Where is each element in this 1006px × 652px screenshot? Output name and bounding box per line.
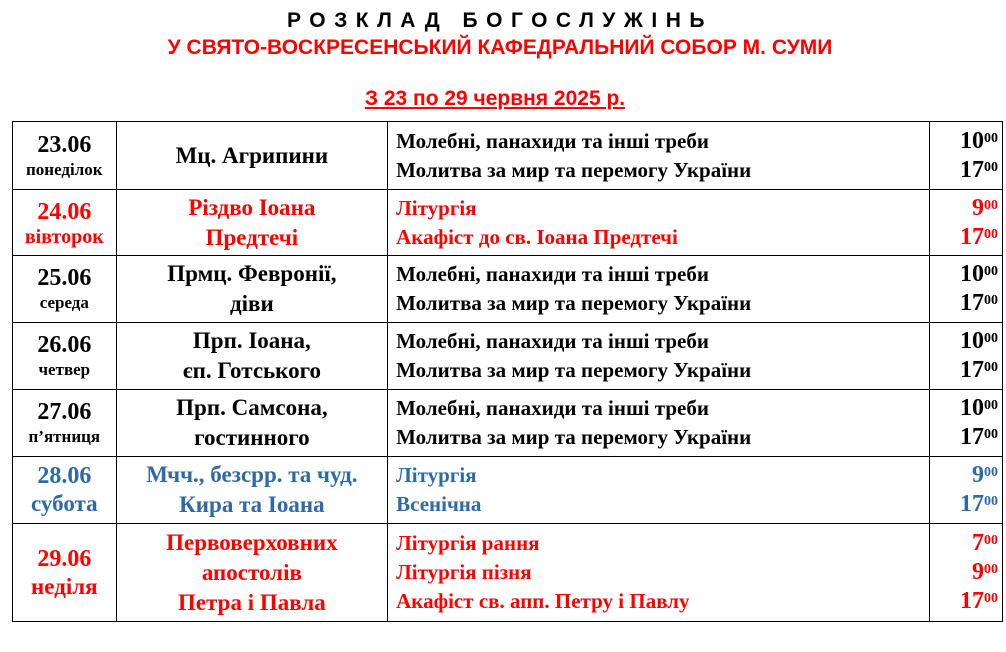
date-cell (13, 190, 117, 256)
feast-name-line: Різдво Іоана (188, 194, 316, 220)
service-item: Літургія (396, 463, 477, 487)
schedule-row (13, 190, 1003, 256)
time-hour: 7 (972, 530, 984, 556)
feast-cell (116, 390, 388, 457)
service-item: Молитва за мир та перемогу України (396, 157, 752, 182)
service-item: Молебні, панахиди та інші треби (396, 396, 709, 420)
time-minutes: 00 (984, 159, 998, 175)
service-item: Літургія рання (396, 531, 540, 555)
services-cell (388, 457, 930, 524)
schedule-row (13, 256, 1003, 323)
weekday-label: п’ятниця (28, 427, 101, 446)
service-time (930, 156, 998, 185)
weekday-label: середа (39, 293, 89, 312)
service-time (930, 461, 998, 490)
service-time (930, 223, 998, 252)
time-hour: 10 (960, 127, 984, 154)
date-number: 25.06 (37, 265, 92, 291)
service-time (930, 127, 998, 156)
time-hour: 17 (960, 588, 984, 614)
weekday-label: вівторок (24, 225, 104, 248)
feast-name-line: гостинного (194, 425, 310, 450)
time-minutes: 00 (984, 398, 998, 413)
date-cell (13, 524, 117, 622)
weekday-label: понеділок (26, 159, 103, 179)
date-number: 26.06 (37, 332, 92, 358)
date-number: 29.06 (37, 545, 92, 572)
date-cell (13, 122, 117, 190)
feast-cell (116, 190, 388, 256)
time-hour: 9 (972, 462, 984, 488)
time-hour: 9 (972, 194, 984, 221)
schedule-table (12, 121, 1003, 622)
schedule-row (13, 122, 1003, 190)
weekday-label: субота (31, 491, 98, 516)
feast-name-line: Прп. Іоана, (192, 328, 311, 353)
time-minutes: 00 (984, 130, 998, 146)
times-cell (930, 190, 1003, 256)
feast-name-line: єп. Готського (182, 358, 322, 383)
feast-cell (116, 457, 388, 524)
time-hour: 17 (960, 156, 984, 183)
services-cell (388, 390, 930, 457)
service-item: Літургія (396, 195, 477, 220)
service-time (930, 356, 998, 385)
service-item: Всенічна (396, 492, 482, 516)
time-hour: 17 (960, 357, 984, 383)
feast-cell (116, 256, 388, 323)
time-hour: 17 (960, 491, 984, 517)
weekday-label: неділя (31, 573, 98, 599)
time-hour: 10 (960, 261, 984, 287)
time-hour: 10 (960, 328, 984, 354)
time-hour: 17 (960, 223, 984, 250)
times-cell (930, 256, 1003, 323)
time-hour: 17 (960, 424, 984, 450)
feast-name-line: Прп. Самсона, (176, 395, 328, 420)
feast-name-line: діви (230, 291, 274, 316)
feast-name-line: Прмц. Февронії, (167, 261, 337, 286)
weekday-label: четвер (38, 360, 91, 379)
time-minutes: 00 (984, 562, 998, 577)
service-item: Молебні, панахиди та інші треби (396, 329, 709, 353)
date-cell (13, 390, 117, 457)
schedule-row (13, 323, 1003, 390)
service-time (930, 490, 998, 519)
service-time (930, 423, 998, 452)
date-cell (13, 256, 117, 323)
time-hour: 10 (960, 395, 984, 421)
feast-cell (116, 323, 388, 390)
service-item: Молебні, панахиди та інші треби (396, 262, 709, 286)
times-cell (930, 122, 1003, 190)
feast-name-line: Мц. Агрипини (175, 142, 329, 168)
times-cell (930, 457, 1003, 524)
page-title: РОЗКЛАД БОГОСЛУЖІНЬ (287, 9, 713, 32)
service-time (930, 260, 998, 289)
schedule-row (13, 457, 1003, 524)
schedule-period: З 23 по 29 червня 2025 р. (364, 87, 626, 110)
time-hour: 17 (960, 290, 984, 316)
time-minutes: 00 (984, 197, 998, 213)
feast-cell (116, 122, 388, 190)
time-minutes: 00 (984, 264, 998, 279)
times-cell (930, 323, 1003, 390)
time-minutes: 00 (984, 226, 998, 242)
time-minutes: 00 (984, 360, 998, 375)
date-number: 24.06 (37, 198, 92, 225)
page-subtitle: У СВЯТО-ВОСКРЕСЕНСЬКИЙ КАФЕДРАЛЬНИЙ СОБОР М. СУМИ (167, 36, 833, 59)
services-cell (388, 122, 930, 190)
time-minutes: 00 (984, 494, 998, 509)
service-time (930, 194, 998, 223)
service-item: Молитва за мир та перемогу України (396, 291, 752, 315)
time-minutes: 00 (984, 591, 998, 606)
times-cell (930, 390, 1003, 457)
service-time (930, 394, 998, 423)
feast-cell (116, 524, 388, 622)
services-cell (388, 524, 930, 622)
services-cell (388, 323, 930, 390)
schedule-row (13, 390, 1003, 457)
date-number: 27.06 (37, 399, 92, 425)
service-time (930, 289, 998, 318)
time-minutes: 00 (984, 533, 998, 548)
time-hour: 9 (972, 559, 984, 585)
time-minutes: 00 (984, 331, 998, 346)
time-minutes: 00 (984, 293, 998, 308)
feast-name-line: апостолів (201, 559, 302, 585)
services-cell (388, 256, 930, 323)
service-item: Молебні, панахиди та інші треби (396, 128, 709, 153)
date-cell (13, 323, 117, 390)
feast-name-line: Кира та Іоана (179, 492, 325, 517)
service-time (930, 558, 998, 587)
service-item: Літургія пізня (396, 560, 532, 584)
time-minutes: 00 (984, 427, 998, 442)
feast-name-line: Петра і Павла (177, 589, 326, 615)
service-time (930, 327, 998, 356)
service-item: Молитва за мир та перемогу України (396, 358, 752, 382)
date-cell (13, 457, 117, 524)
time-minutes: 00 (984, 465, 998, 480)
service-item: Молитва за мир та перемогу України (396, 425, 752, 449)
times-cell (930, 524, 1003, 622)
services-cell (388, 190, 930, 256)
service-item: Акафіст св. апп. Петру і Павлу (396, 589, 690, 613)
date-number: 28.06 (37, 463, 92, 489)
service-time (930, 529, 998, 558)
schedule-row (13, 524, 1003, 622)
feast-name-line: Мчч., безсрр. та чуд. (146, 462, 358, 487)
feast-name-line: Первоверховних (166, 529, 338, 555)
feast-name-line: Предтечі (205, 224, 299, 250)
date-number: 23.06 (37, 131, 92, 158)
service-time (930, 587, 998, 616)
service-item: Акафіст до св. Іоана Предтечі (396, 224, 678, 249)
